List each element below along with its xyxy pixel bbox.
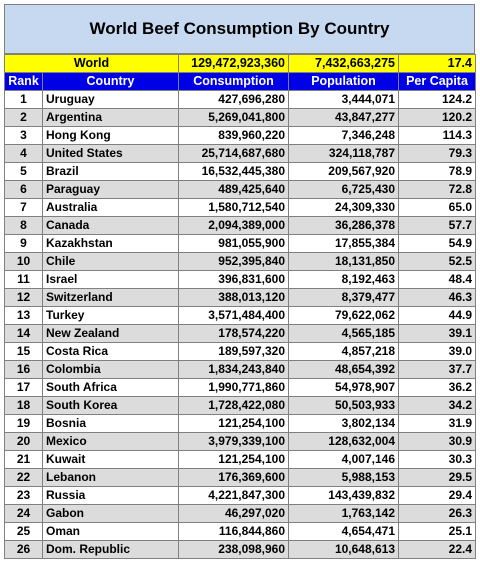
table-row (5, 307, 476, 325)
per-capita-cell: 22.4 (399, 541, 476, 559)
rank-cell: 2 (5, 109, 43, 127)
rank-cell: 17 (5, 379, 43, 397)
rank-cell: 4 (5, 145, 43, 163)
consumption-cell: 3,571,484,400 (179, 307, 289, 325)
country-cell: Uruguay (43, 91, 179, 109)
rank-cell: 12 (5, 289, 43, 307)
world-population: 7,432,663,275 (289, 55, 399, 73)
table-row (5, 523, 476, 541)
population-cell: 79,622,062 (289, 307, 399, 325)
per-capita-cell: 54.9 (399, 235, 476, 253)
population-cell: 43,847,277 (289, 109, 399, 127)
country-cell: South Africa (43, 379, 179, 397)
consumption-cell: 121,254,100 (179, 451, 289, 469)
consumption-cell: 396,831,600 (179, 271, 289, 289)
country-cell: Paraguay (43, 181, 179, 199)
population-cell: 4,007,146 (289, 451, 399, 469)
rank-cell: 21 (5, 451, 43, 469)
consumption-cell: 238,098,960 (179, 541, 289, 559)
population-cell: 18,131,850 (289, 253, 399, 271)
rank-cell: 19 (5, 415, 43, 433)
world-consumption: 129,472,923,360 (179, 55, 289, 73)
consumption-cell: 121,254,100 (179, 415, 289, 433)
per-capita-cell: 124.2 (399, 91, 476, 109)
per-capita-cell: 37.7 (399, 361, 476, 379)
per-capita-cell: 34.2 (399, 397, 476, 415)
consumption-cell: 25,714,687,680 (179, 145, 289, 163)
table-row (5, 541, 476, 559)
rank-cell: 8 (5, 217, 43, 235)
country-cell: Costa Rica (43, 343, 179, 361)
table-row (5, 235, 476, 253)
consumption-cell: 116,844,860 (179, 523, 289, 541)
header-country: Country (43, 73, 179, 91)
table-row (5, 415, 476, 433)
rank-cell: 15 (5, 343, 43, 361)
country-cell: Russia (43, 487, 179, 505)
world-per-capita: 17.4 (399, 55, 476, 73)
consumption-cell: 189,597,320 (179, 343, 289, 361)
country-cell: Turkey (43, 307, 179, 325)
per-capita-cell: 57.7 (399, 217, 476, 235)
country-cell: South Korea (43, 397, 179, 415)
per-capita-cell: 44.9 (399, 307, 476, 325)
beef-consumption-sheet (4, 4, 475, 559)
consumption-cell: 981,055,900 (179, 235, 289, 253)
header-population: Population (289, 73, 399, 91)
rank-cell: 23 (5, 487, 43, 505)
rank-cell: 9 (5, 235, 43, 253)
table-row (5, 163, 476, 181)
rank-cell: 5 (5, 163, 43, 181)
per-capita-cell: 30.3 (399, 451, 476, 469)
population-cell: 8,192,463 (289, 271, 399, 289)
population-cell: 4,654,471 (289, 523, 399, 541)
country-cell: Australia (43, 199, 179, 217)
population-cell: 1,763,142 (289, 505, 399, 523)
population-cell: 5,988,153 (289, 469, 399, 487)
consumption-cell: 1,990,771,860 (179, 379, 289, 397)
header-rank: Rank (5, 73, 43, 91)
consumption-cell: 46,297,020 (179, 505, 289, 523)
per-capita-cell: 78.9 (399, 163, 476, 181)
table-row (5, 127, 476, 145)
table-row (5, 451, 476, 469)
population-cell: 3,802,134 (289, 415, 399, 433)
consumption-cell: 16,532,445,380 (179, 163, 289, 181)
world-total-row (5, 55, 476, 73)
per-capita-cell: 52.5 (399, 253, 476, 271)
population-cell: 50,503,933 (289, 397, 399, 415)
table-row (5, 217, 476, 235)
table-header-row (5, 73, 476, 91)
country-cell: Oman (43, 523, 179, 541)
per-capita-cell: 29.5 (399, 469, 476, 487)
country-cell: United States (43, 145, 179, 163)
country-cell: Mexico (43, 433, 179, 451)
table-row (5, 199, 476, 217)
table-row (5, 325, 476, 343)
consumption-cell: 2,094,389,000 (179, 217, 289, 235)
rank-cell: 1 (5, 91, 43, 109)
table-row (5, 361, 476, 379)
sheet-title: World Beef Consumption By Country (4, 4, 475, 54)
consumption-cell: 388,013,120 (179, 289, 289, 307)
table-row (5, 109, 476, 127)
table-row (5, 181, 476, 199)
rank-cell: 3 (5, 127, 43, 145)
rank-cell: 22 (5, 469, 43, 487)
consumption-cell: 3,979,339,100 (179, 433, 289, 451)
rank-cell: 10 (5, 253, 43, 271)
country-cell: Kazakhstan (43, 235, 179, 253)
consumption-cell: 839,960,220 (179, 127, 289, 145)
per-capita-cell: 29.4 (399, 487, 476, 505)
per-capita-cell: 30.9 (399, 433, 476, 451)
table-row (5, 469, 476, 487)
table-row (5, 433, 476, 451)
rank-cell: 25 (5, 523, 43, 541)
per-capita-cell: 39.1 (399, 325, 476, 343)
country-cell: Bosnia (43, 415, 179, 433)
world-label: World (5, 55, 179, 73)
country-cell: Argentina (43, 109, 179, 127)
country-cell: Hong Kong (43, 127, 179, 145)
consumption-cell: 1,834,243,840 (179, 361, 289, 379)
population-cell: 324,118,787 (289, 145, 399, 163)
table-row (5, 271, 476, 289)
country-cell: Canada (43, 217, 179, 235)
population-cell: 3,444,071 (289, 91, 399, 109)
per-capita-cell: 25.1 (399, 523, 476, 541)
table-row (5, 505, 476, 523)
consumption-cell: 1,580,712,540 (179, 199, 289, 217)
per-capita-cell: 79.3 (399, 145, 476, 163)
population-cell: 143,439,832 (289, 487, 399, 505)
table-row (5, 487, 476, 505)
table-row (5, 343, 476, 361)
per-capita-cell: 48.4 (399, 271, 476, 289)
rank-cell: 7 (5, 199, 43, 217)
country-cell: Brazil (43, 163, 179, 181)
consumption-cell: 489,425,640 (179, 181, 289, 199)
population-cell: 24,309,330 (289, 199, 399, 217)
table-row (5, 253, 476, 271)
per-capita-cell: 65.0 (399, 199, 476, 217)
per-capita-cell: 120.2 (399, 109, 476, 127)
per-capita-cell: 46.3 (399, 289, 476, 307)
consumption-table (4, 54, 476, 559)
rank-cell: 11 (5, 271, 43, 289)
table-row (5, 397, 476, 415)
rank-cell: 20 (5, 433, 43, 451)
per-capita-cell: 72.8 (399, 181, 476, 199)
table-row (5, 379, 476, 397)
consumption-cell: 1,728,422,080 (179, 397, 289, 415)
country-cell: Kuwait (43, 451, 179, 469)
country-cell: Gabon (43, 505, 179, 523)
rank-cell: 16 (5, 361, 43, 379)
population-cell: 17,855,384 (289, 235, 399, 253)
country-cell: Israel (43, 271, 179, 289)
rank-cell: 26 (5, 541, 43, 559)
consumption-cell: 4,221,847,300 (179, 487, 289, 505)
country-cell: Switzerland (43, 289, 179, 307)
rank-cell: 13 (5, 307, 43, 325)
population-cell: 10,648,613 (289, 541, 399, 559)
population-cell: 4,857,218 (289, 343, 399, 361)
rank-cell: 6 (5, 181, 43, 199)
table-row (5, 91, 476, 109)
population-cell: 48,654,392 (289, 361, 399, 379)
table-row (5, 145, 476, 163)
population-cell: 4,565,185 (289, 325, 399, 343)
consumption-cell: 5,269,041,800 (179, 109, 289, 127)
population-cell: 6,725,430 (289, 181, 399, 199)
rank-cell: 14 (5, 325, 43, 343)
rank-cell: 18 (5, 397, 43, 415)
consumption-cell: 952,395,840 (179, 253, 289, 271)
table-row (5, 289, 476, 307)
population-cell: 128,632,004 (289, 433, 399, 451)
consumption-cell: 178,574,220 (179, 325, 289, 343)
country-cell: Dom. Republic (43, 541, 179, 559)
header-per-capita: Per Capita (399, 73, 476, 91)
population-cell: 54,978,907 (289, 379, 399, 397)
consumption-cell: 427,696,280 (179, 91, 289, 109)
population-cell: 209,567,920 (289, 163, 399, 181)
rank-cell: 24 (5, 505, 43, 523)
header-consumption: Consumption (179, 73, 289, 91)
country-cell: New Zealand (43, 325, 179, 343)
country-cell: Colombia (43, 361, 179, 379)
population-cell: 8,379,477 (289, 289, 399, 307)
population-cell: 7,346,248 (289, 127, 399, 145)
per-capita-cell: 114.3 (399, 127, 476, 145)
country-cell: Lebanon (43, 469, 179, 487)
population-cell: 36,286,378 (289, 217, 399, 235)
per-capita-cell: 26.3 (399, 505, 476, 523)
per-capita-cell: 31.9 (399, 415, 476, 433)
per-capita-cell: 36.2 (399, 379, 476, 397)
country-cell: Chile (43, 253, 179, 271)
per-capita-cell: 39.0 (399, 343, 476, 361)
consumption-cell: 176,369,600 (179, 469, 289, 487)
